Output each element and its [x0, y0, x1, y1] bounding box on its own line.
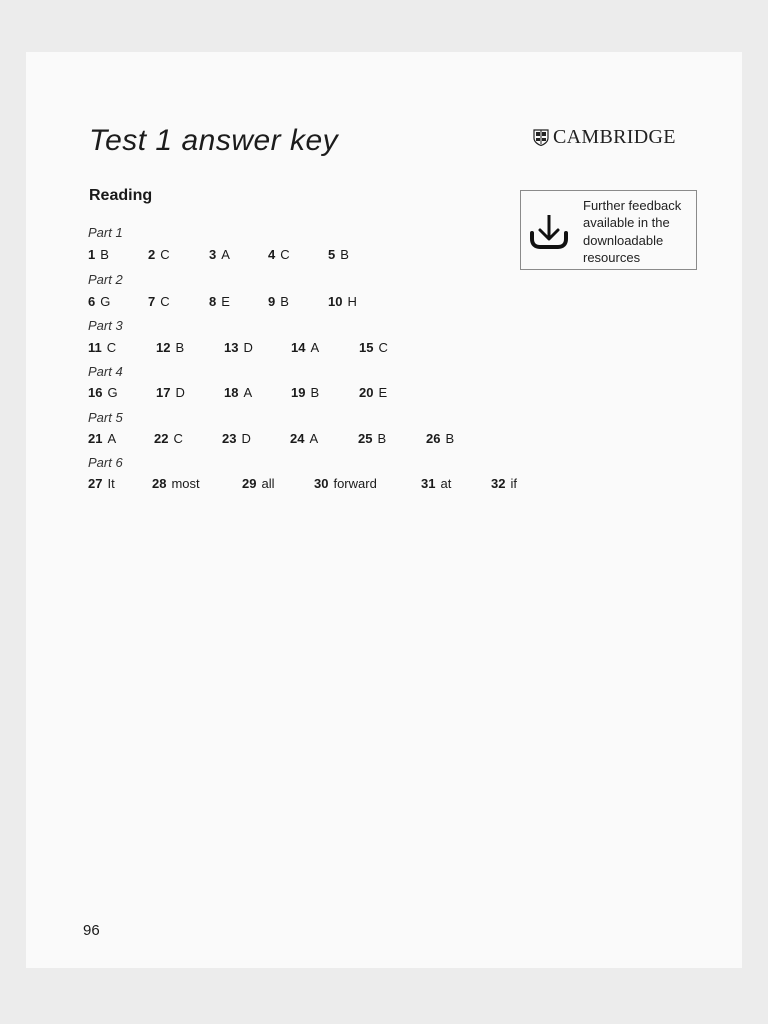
answer-item	[224, 385, 252, 400]
answer-item	[268, 247, 290, 262]
question-number: 14	[291, 340, 306, 355]
answer-value: A	[310, 340, 320, 355]
cambridge-crest-icon	[533, 129, 549, 146]
question-number: 16	[88, 385, 103, 400]
answer-item	[314, 476, 377, 491]
answer-value: C	[160, 294, 170, 309]
question-number: 11	[88, 340, 102, 355]
question-number: 20	[359, 385, 374, 400]
question-number: 9	[268, 294, 276, 309]
question-number: 18	[224, 385, 239, 400]
question-number: 22	[154, 431, 169, 446]
answer-value: if	[510, 476, 517, 491]
question-number: 31	[421, 476, 436, 491]
answer-item	[88, 385, 118, 400]
answer-item	[209, 294, 230, 309]
part-label: Part 4	[88, 364, 123, 379]
question-number: 10	[328, 294, 343, 309]
answer-item	[156, 385, 185, 400]
answer-item	[148, 247, 170, 262]
answer-item	[328, 294, 357, 309]
answer-item	[328, 247, 349, 262]
answer-item	[222, 431, 251, 446]
answer-value: all	[261, 476, 275, 491]
answer-item	[88, 247, 109, 262]
answer-value: D	[243, 340, 253, 355]
answer-value: C	[378, 340, 388, 355]
answer-value: B	[377, 431, 387, 446]
question-number: 28	[152, 476, 167, 491]
answer-item	[88, 476, 115, 491]
brand-name: CAMBRIDGE	[553, 126, 676, 148]
question-number: 27	[88, 476, 103, 491]
question-number: 6	[88, 294, 96, 309]
question-number: 32	[491, 476, 506, 491]
answer-value: C	[173, 431, 183, 446]
cambridge-logo	[533, 126, 676, 149]
answer-value: forward	[333, 476, 377, 491]
answer-item	[148, 294, 170, 309]
question-number: 5	[328, 247, 336, 262]
answer-item	[426, 431, 454, 446]
answer-item	[359, 385, 387, 400]
question-number: 29	[242, 476, 257, 491]
answer-item	[421, 476, 451, 491]
answer-value: A	[221, 247, 230, 262]
answer-value: A	[243, 385, 253, 400]
question-number: 7	[148, 294, 156, 309]
answer-value: at	[440, 476, 452, 491]
answer-item	[491, 476, 517, 491]
answer-value: It	[107, 476, 115, 491]
question-number: 19	[291, 385, 306, 400]
question-number: 26	[426, 431, 441, 446]
answer-item	[88, 340, 116, 355]
answer-value: G	[107, 385, 118, 400]
answer-value: C	[160, 247, 170, 262]
answer-value: G	[100, 294, 111, 309]
answer-value: A	[309, 431, 319, 446]
answer-value: most	[171, 476, 200, 491]
part-label: Part 2	[88, 272, 123, 287]
download-icon	[527, 211, 571, 251]
answer-item	[291, 340, 319, 355]
question-number: 12	[156, 340, 171, 355]
question-number: 3	[209, 247, 217, 262]
question-number: 8	[209, 294, 217, 309]
answer-item	[224, 340, 253, 355]
answer-value: B	[175, 340, 185, 355]
answer-value: C	[280, 247, 290, 262]
answer-item	[358, 431, 386, 446]
feedback-box	[520, 190, 697, 270]
feedback-text: Further feedback available in the downloadable resources	[583, 198, 682, 266]
question-number: 4	[268, 247, 276, 262]
question-number: 13	[224, 340, 239, 355]
question-number: 23	[222, 431, 237, 446]
answer-value: A	[107, 431, 117, 446]
answer-value: E	[378, 385, 388, 400]
answer-item	[156, 340, 184, 355]
answer-item	[209, 247, 230, 262]
question-number: 2	[148, 247, 156, 262]
part-label: Part 3	[88, 318, 123, 333]
answer-item	[154, 431, 183, 446]
answer-item	[290, 431, 318, 446]
answer-value: B	[310, 385, 320, 400]
answer-item	[152, 476, 200, 491]
page-title: Test 1 answer key	[89, 124, 339, 157]
answer-value: H	[347, 294, 357, 309]
part-label: Part 5	[88, 410, 123, 425]
answer-value: B	[445, 431, 455, 446]
part-label: Part 1	[88, 225, 123, 240]
question-number: 30	[314, 476, 329, 491]
answer-value: B	[280, 294, 289, 309]
answer-value: D	[175, 385, 185, 400]
answer-item	[359, 340, 388, 355]
question-number: 21	[88, 431, 103, 446]
question-number: 17	[156, 385, 171, 400]
answer-value: C	[106, 340, 117, 355]
answer-value: B	[340, 247, 349, 262]
section-heading: Reading	[89, 187, 153, 204]
answer-item	[88, 431, 116, 446]
answer-item	[88, 294, 110, 309]
question-number: 1	[88, 247, 96, 262]
part-label: Part 6	[88, 455, 123, 470]
answer-item	[291, 385, 319, 400]
answer-item	[242, 476, 274, 491]
question-number: 15	[359, 340, 374, 355]
question-number: 24	[290, 431, 305, 446]
answer-item	[268, 294, 289, 309]
answer-value: E	[221, 294, 230, 309]
question-number: 25	[358, 431, 373, 446]
page-number: 96	[83, 922, 100, 939]
answer-value: D	[241, 431, 251, 446]
answer-value: B	[100, 247, 109, 262]
